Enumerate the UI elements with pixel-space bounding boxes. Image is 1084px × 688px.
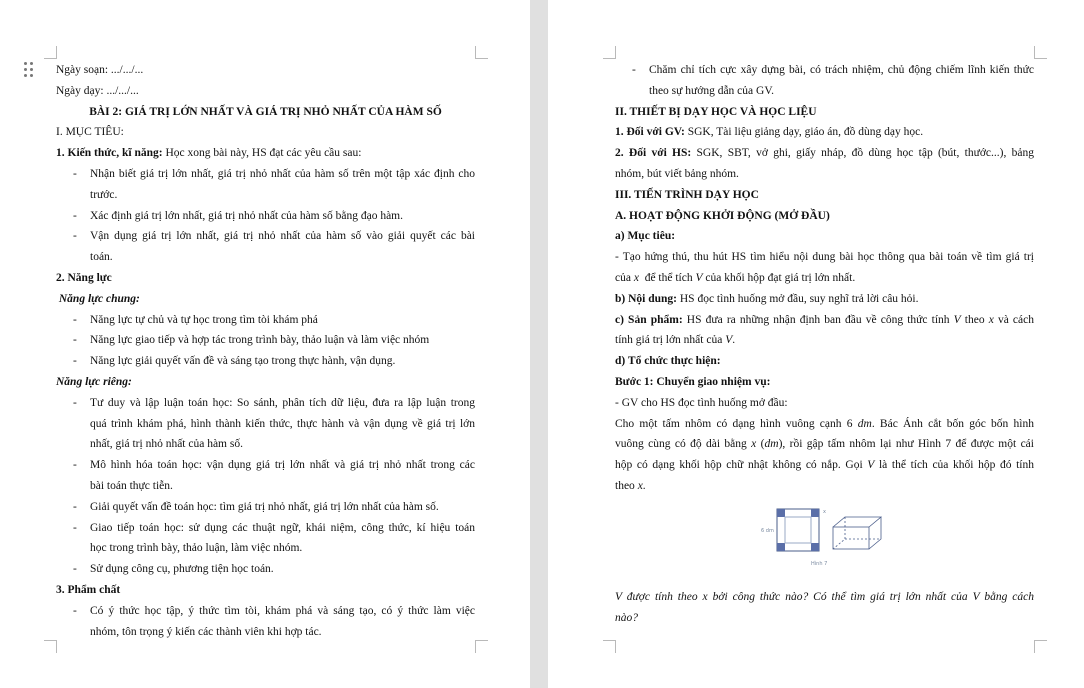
paragraph-continuation[interactable] <box>615 476 1034 497</box>
bullet-item[interactable]: - Giải quyết vấn đề toán học: tìm giá trị nhỏ nhất, giá trị lớn nhất của hàm số. <box>56 497 475 518</box>
bullet-continuation[interactable]: bài toán thực tiễn. <box>90 479 173 492</box>
page-gutter <box>530 0 548 688</box>
section-heading[interactable]: I. MỤC TIÊU: <box>56 126 124 139</box>
text-run: tính giá trị lớn nhất của <box>615 334 726 347</box>
question-italic-continuation[interactable]: nào? <box>615 611 638 624</box>
section-heading[interactable]: II. THIẾT BỊ DẠY HỌC VÀ HỌC LIỆU <box>615 105 817 118</box>
math-variable: x <box>637 479 643 492</box>
text-run: Cho một tấm nhôm có dạng hình vuông cạnh 6 <box>615 417 858 430</box>
paragraph-continuation[interactable] <box>615 268 1034 289</box>
margin-corner-mark <box>603 640 616 653</box>
bullet-continuation[interactable]: quá trình khám phá, hình thành kiến thức, thực hành và vận dụng về giá trị lớn <box>90 417 475 430</box>
text-run: SGK, Tài liệu giảng dạy, giáo án, đồ dùng dạy học. <box>684 126 924 139</box>
bold-label: 2. Đối với HS: <box>615 147 692 160</box>
bullet-item[interactable]: - Xác định giá trị lớn nhất, giá trị nhỏ nhất của hàm số bằng đạo hàm. <box>56 206 475 227</box>
bullet-item[interactable]: - Có ý thức học tập, ý thức tìm tòi, khám phá và sáng tạo, có ý thức làm việc <box>56 601 475 622</box>
math-variable: x <box>988 313 994 326</box>
margin-corner-mark <box>475 46 488 59</box>
lesson-title[interactable]: BÀI 2: GIÁ TRỊ LỚN NHẤT VÀ GIÁ TRỊ NHỎ NHẤT CỦA HÀM SỐ <box>89 105 442 118</box>
bullet-item[interactable]: - Năng lực giao tiếp và hợp tác trong trình bày, thảo luận và làm việc nhóm <box>56 330 475 351</box>
bullet-item[interactable]: - Mô hình hóa toán học: vận dụng giá trị lớn nhất và giá trị nhỏ nhất trong các <box>56 455 475 476</box>
bullet-item[interactable]: - Vận dụng giá trị lớn nhất, giá trị nhỏ nhất của hàm số vào giải quyết các bài <box>56 226 475 247</box>
math-variable: V <box>695 271 703 284</box>
document-page-right <box>548 0 1084 688</box>
paragraph-continuation[interactable] <box>615 434 1034 455</box>
box-net-diagram <box>615 497 1034 587</box>
text-run: HS đưa ra những nhận định ban đầu về công thức tính <box>682 313 954 326</box>
bold-label: 1. Đối với GV: <box>615 126 685 139</box>
math-variable: V <box>953 313 961 326</box>
cut-length-label: x <box>823 508 826 515</box>
text-run: theo <box>960 313 989 326</box>
text-run: vuông cùng có độ dài bằng <box>615 438 752 451</box>
bullet-item[interactable]: - Giao tiếp toán học: sử dụng các thuật ngữ, khái niệm, công thức, kí hiệu toán <box>56 518 475 539</box>
paragraph[interactable] <box>615 414 1034 435</box>
bullet-continuation[interactable]: toán. <box>90 251 113 264</box>
text-run: và cách <box>993 313 1034 326</box>
math-variable: x <box>633 271 639 284</box>
open-box-3d <box>833 517 881 549</box>
date-taught[interactable]: Ngày dạy: .../.../... <box>56 84 139 97</box>
bullet-continuation[interactable]: trước. <box>90 188 118 201</box>
text-run: theo <box>615 479 638 492</box>
text-run: . <box>642 479 646 492</box>
math-variable: x <box>751 438 757 451</box>
bold-label: 1. Kiến thức, kĩ năng: <box>56 147 163 160</box>
bullet-item[interactable]: - Nhận biết giá trị lớn nhất, giá trị nhỏ nhất của hàm số trên một tập xác định cho <box>56 164 475 185</box>
bullet-continuation[interactable]: học trong trình bày, thảo luận, làm việc nhóm. <box>90 542 303 555</box>
paragraph[interactable] <box>56 143 475 164</box>
subsection-heading[interactable]: a) Mục tiêu: <box>615 230 676 243</box>
paragraph[interactable]: - GV cho HS đọc tình huống mở đầu: <box>615 396 788 409</box>
paragraph[interactable] <box>615 289 1034 310</box>
section-heading[interactable]: III. TIẾN TRÌNH DẠY HỌC <box>615 188 759 201</box>
subsection-heading[interactable]: 3. Phẩm chất <box>56 583 121 596</box>
left-text-column <box>56 60 475 642</box>
margin-corner-mark <box>44 46 57 59</box>
bold-label: b) Nội dung: <box>615 292 677 305</box>
date-composed[interactable]: Ngày soạn: .../.../... <box>56 64 144 76</box>
question-italic[interactable]: V được tính theo x bởi công thức nào? Có thể tìm giá trị lớn nhất của V bằng cách <box>615 590 1034 603</box>
math-variable: V <box>867 459 875 472</box>
subsection-heading[interactable]: A. HOẠT ĐỘNG KHỞI ĐỘNG (MỞ ĐẦU) <box>615 209 830 222</box>
paragraph[interactable] <box>615 310 1034 331</box>
text-run: SGK, SBT, vở ghi, giấy nháp, đồ dùng học tập (bút, thước...), bảng <box>691 147 1035 160</box>
margin-corner-mark <box>603 46 616 59</box>
step-heading[interactable]: Bước 1: Chuyển giao nhiệm vụ: <box>615 375 771 388</box>
bullet-continuation[interactable]: theo sự hướng dẫn của GV. <box>649 84 775 97</box>
right-text-column <box>615 60 1034 628</box>
document-page-left <box>0 0 530 688</box>
subheading-italic[interactable]: Năng lực riêng: <box>56 375 132 388</box>
paragraph-continuation[interactable]: nhóm, bút viết bảng nhóm. <box>615 167 739 180</box>
paragraph-continuation[interactable] <box>615 330 1034 351</box>
text-run: của khối hộp đạt giá trị lớn nhất. <box>702 271 856 284</box>
side-length-label: 6 dm <box>761 527 774 534</box>
bullet-item[interactable]: - Tư duy và lập luận toán học: So sánh, phân tích dữ liệu, đưa ra lập luận trong <box>56 393 475 414</box>
paragraph-continuation[interactable] <box>615 455 1034 476</box>
text-run: là thể tích của khối hộp đó tính <box>874 459 1034 472</box>
math-variable: V <box>725 334 733 347</box>
text-run: hộp có dạng khối hộp chữ nhật không có nắp. Gọi <box>615 459 868 472</box>
text-run: HS đọc tình huống mở đầu, suy nghĩ trả lời câu hỏi. <box>677 292 919 305</box>
text-run: ( <box>756 438 765 451</box>
subsection-heading[interactable]: d) Tổ chức thực hiện: <box>615 355 721 368</box>
margin-corner-mark <box>475 640 488 653</box>
bullet-item[interactable]: - Sử dụng công cụ, phương tiện học toán. <box>56 559 475 580</box>
bold-label: c) Sản phẩm: <box>615 313 683 326</box>
text-run: Học xong bài này, HS đạt các yêu cầu sau: <box>162 147 362 160</box>
paragraph[interactable] <box>615 122 1034 143</box>
text-run: . <box>732 334 736 347</box>
math-unit: dm <box>857 417 872 430</box>
paragraph[interactable]: - Tạo hứng thú, thu hút HS tìm hiểu nội dung bài học thông qua bài toán về tìm giá trị <box>615 251 1034 264</box>
bullet-item[interactable]: - Năng lực tự chủ và tự học trong tìm tòi khám phá <box>56 310 475 331</box>
math-unit: dm <box>764 438 779 451</box>
paragraph[interactable] <box>615 143 1034 164</box>
figure-hinh-7[interactable] <box>615 497 1034 587</box>
text-run: để thể tích <box>638 271 696 284</box>
text-run: ), rồi gập tấm nhôm lại như Hình 7 để được một cái <box>778 438 1034 451</box>
bullet-item[interactable]: - Năng lực giải quyết vấn đề và sáng tạo trong thực hành, vận dụng. <box>56 351 475 372</box>
text-run: . Bác Ánh cắt bốn góc bốn hình <box>871 417 1034 430</box>
subheading-italic[interactable]: Năng lực chung: <box>56 292 140 305</box>
margin-corner-mark <box>1034 640 1047 653</box>
bullet-continuation[interactable]: nhất, giá trị nhỏ nhất của hàm số. <box>90 438 243 451</box>
bullet-item[interactable]: - Chăm chỉ tích cực xây dựng bài, có trách nhiệm, chủ động chiếm lĩnh kiến thức <box>615 60 1034 81</box>
text-run: của <box>615 271 634 284</box>
table-move-handle[interactable] <box>24 62 36 78</box>
bullet-continuation[interactable]: nhóm, tôn trọng ý kiến các thành viên khi hợp tác. <box>90 625 322 638</box>
figure-caption: Hình 7 <box>811 560 828 567</box>
subsection-heading[interactable]: 2. Năng lực <box>56 271 112 284</box>
margin-corner-mark <box>1034 46 1047 59</box>
square-sheet-net <box>777 509 819 551</box>
